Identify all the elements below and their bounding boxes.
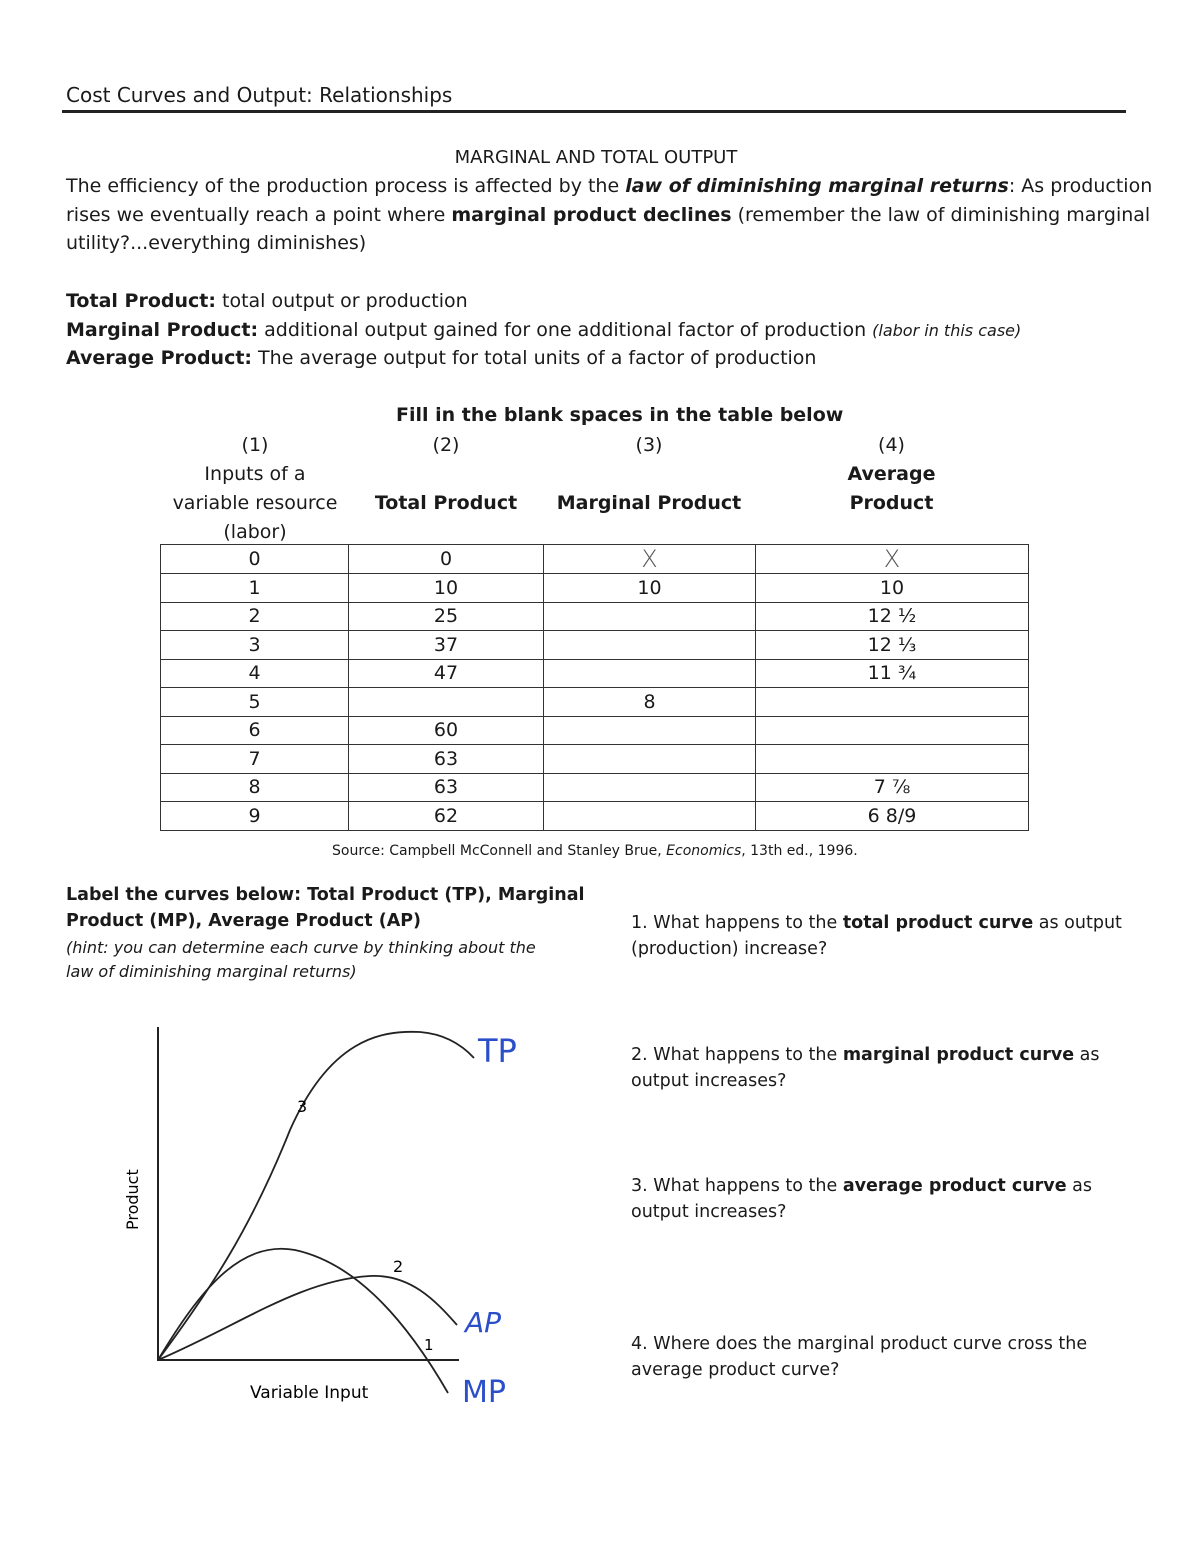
table-cell: 10 xyxy=(349,574,544,603)
question-number: 2. xyxy=(631,1045,648,1065)
question-3 xyxy=(631,1173,1131,1225)
table-cell: 63 xyxy=(349,773,544,802)
question-line xyxy=(631,1331,1131,1357)
text: What happens to the xyxy=(653,913,843,933)
hint-line-1: (hint: you can determine each curve by thinking about the xyxy=(66,938,536,957)
col-label: (labor) xyxy=(223,521,287,543)
text: What happens to the xyxy=(653,1045,843,1065)
table-cell: 12 ⅓ xyxy=(756,631,1029,660)
table-cell: 2 xyxy=(161,602,349,631)
question-number: 3. xyxy=(631,1176,648,1196)
intro-line-3: utility?...everything diminishes) xyxy=(66,232,367,254)
bold-term: total product curve xyxy=(842,913,1034,933)
question-line-2: output increases? xyxy=(631,1202,787,1222)
col-label: variable resource xyxy=(172,492,338,514)
question-number: 4. xyxy=(631,1334,648,1354)
table-cell: 60 xyxy=(349,716,544,745)
text: : As production xyxy=(1008,175,1153,197)
question-1 xyxy=(631,910,1131,962)
hint-line-2: law of diminishing marginal returns) xyxy=(66,962,357,981)
col-num: (4) xyxy=(878,434,905,456)
table-cell: 63 xyxy=(349,745,544,774)
table-cell: 9 xyxy=(161,802,349,831)
mp-curve xyxy=(158,1249,448,1393)
curve-number-2: 2 xyxy=(393,1257,404,1276)
x-axis-label: Variable Input xyxy=(250,1383,369,1403)
bold-term: marginal product declines xyxy=(451,204,732,226)
table-cell: 7 ⅞ xyxy=(756,773,1029,802)
question-4 xyxy=(631,1331,1131,1383)
table-cell: 5 xyxy=(161,688,349,717)
text: Source: Campbell McConnell and Stanley Brue, xyxy=(332,843,667,859)
col-label: Total Product xyxy=(374,492,518,514)
bold-term: marginal product curve xyxy=(842,1045,1075,1065)
handwritten-mp-label: MP xyxy=(462,1375,506,1410)
table-cell: 11 ¾ xyxy=(756,659,1029,688)
table-cell: 8 xyxy=(544,688,756,717)
col-num: (1) xyxy=(241,434,269,456)
col-label: Inputs of a xyxy=(204,463,306,485)
text: additional output gained for one additional factor of production xyxy=(258,319,873,341)
text: rises we eventually reach a point where xyxy=(66,204,452,226)
table-cell: X xyxy=(544,545,756,574)
question-number: 1. xyxy=(631,913,648,933)
col-label: Product xyxy=(849,492,934,514)
table-cell: 25 xyxy=(349,602,544,631)
text: as xyxy=(1074,1045,1100,1065)
question-line xyxy=(631,1173,1131,1199)
note: (labor in this case) xyxy=(872,321,1022,340)
question-line xyxy=(631,1042,1131,1068)
text: What happens to the xyxy=(653,1176,843,1196)
text: , 13th ed., 1996. xyxy=(741,843,858,859)
law-term: law of diminishing marginal returns xyxy=(625,175,1009,197)
question-line-2: output increases? xyxy=(631,1071,787,1091)
term: Total Product: xyxy=(66,290,216,312)
text: Where does the marginal product curve cross the xyxy=(653,1334,1088,1354)
bold-term: average product curve xyxy=(842,1176,1067,1196)
curve-number-3: 3 xyxy=(297,1097,308,1116)
table-cell: 7 xyxy=(161,745,349,774)
label-task-line-2: Product (MP), Average Product (AP) xyxy=(66,911,422,931)
term: Marginal Product: xyxy=(66,319,259,341)
text: The efficiency of the production process is affected by the xyxy=(66,175,626,197)
table-cell: 3 xyxy=(161,631,349,660)
table-cell: 0 xyxy=(161,545,349,574)
label-task-line-1: Label the curves below: Total Product (TP), Marginal xyxy=(66,885,585,905)
handwritten-tp-label: TP xyxy=(478,1032,517,1070)
question-line-2: average product curve? xyxy=(631,1360,840,1380)
table-cell: 10 xyxy=(544,574,756,603)
y-axis-label: Product xyxy=(123,1169,142,1230)
table-cell: 8 xyxy=(161,773,349,802)
col-num: (3) xyxy=(635,434,663,456)
section-heading: MARGINAL AND TOTAL OUTPUT xyxy=(454,147,738,168)
tp-curve xyxy=(158,1032,474,1360)
question-line-2: (production) increase? xyxy=(631,939,828,959)
col-num: (2) xyxy=(432,434,460,456)
handwritten-ap-label: AP xyxy=(465,1306,502,1339)
text: as xyxy=(1066,1176,1092,1196)
table-cell: 37 xyxy=(349,631,544,660)
text: total output or production xyxy=(215,290,468,312)
question-2 xyxy=(631,1042,1131,1094)
table-cell: 6 xyxy=(161,716,349,745)
col-label: Average xyxy=(847,463,936,485)
term: Average Product: xyxy=(66,347,253,369)
text: (remember the law of diminishing marginal xyxy=(731,204,1151,226)
text: as output xyxy=(1033,913,1122,933)
curve-number-1: 1 xyxy=(424,1336,434,1354)
question-line xyxy=(631,910,1131,936)
col-label: Marginal Product xyxy=(556,492,742,514)
page-title: Cost Curves and Output: Relationships xyxy=(66,83,453,107)
table-cell: 62 xyxy=(349,802,544,831)
text: The average output for total units of a factor of production xyxy=(252,347,817,369)
table-cell: 6 8/9 xyxy=(756,802,1029,831)
book-title: Economics xyxy=(666,843,742,859)
table-cell: 12 ½ xyxy=(756,602,1029,631)
ap-curve xyxy=(158,1276,457,1360)
table-instruction: Fill in the blank spaces in the table below xyxy=(396,404,844,426)
table-cell: 4 xyxy=(161,659,349,688)
table-cell: 10 xyxy=(756,574,1029,603)
table-cell: 47 xyxy=(349,659,544,688)
table-cell: X xyxy=(756,545,1029,574)
table-cell: 0 xyxy=(349,545,544,574)
table-cell: 1 xyxy=(161,574,349,603)
